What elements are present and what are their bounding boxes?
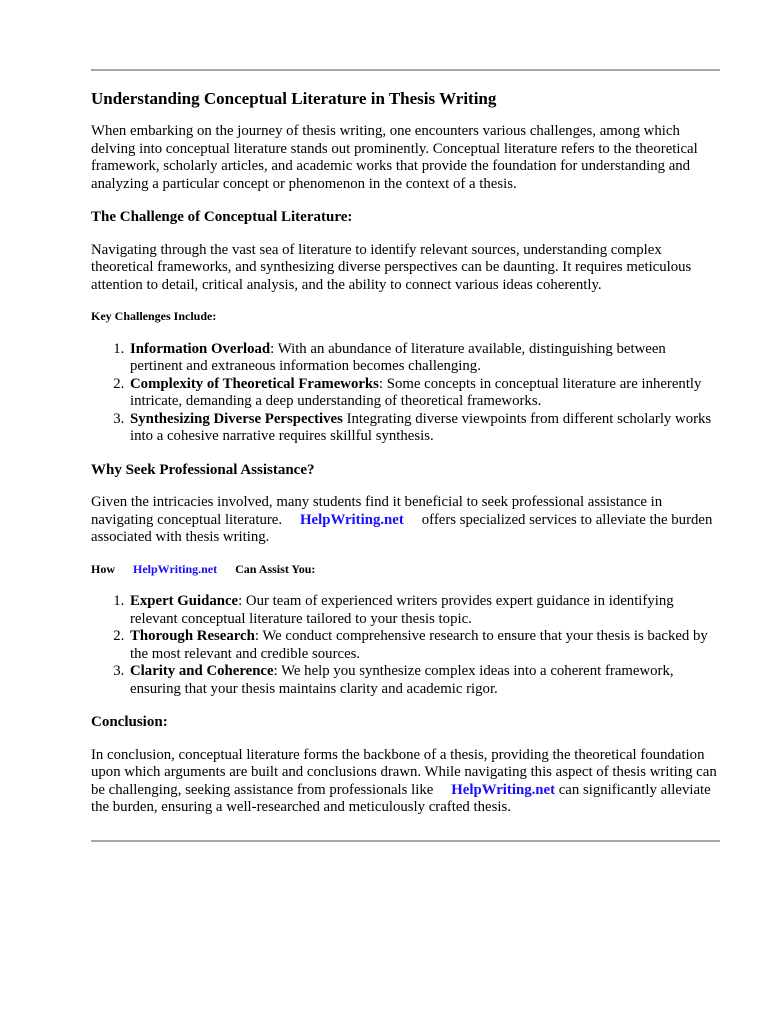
list-item-term: Thorough Research [130,628,255,645]
how-assist-heading [91,562,720,578]
assistance-text-after: offers specialized services to alleviate the burden associated with thesis writing. [91,511,713,546]
list-item-text: We help you synthesize complex ideas into a coherent framework, ensuring that your thesis maintains clarity and academic rigor. [130,663,674,697]
list-item-term: Synthesizing Diverse Perspectives [130,410,343,427]
challenge-paragraph: Navigating through the vast sea of literature to identify relevant sources, understanding complex theoretical frameworks, and synthesizing diverse perspectives can be daunting. It requires meticulous attention to detail, critical analysis, and the ability to connect various ideas coherently. [91,241,692,293]
list-item-term: Information Overload [130,340,271,357]
list-item-separator: : [238,593,243,610]
list-item-term: Clarity and Coherence [130,663,274,680]
list-item-term: Complexity of Theoretical Frameworks [130,375,379,392]
intro-paragraph: When embarking on the journey of thesis writing, one encounters various challenges, among which delving into conceptual literature stands out prominently. Conceptual literature refers to the theoretical framework, scholarly articles, and academic works that provide the foundation for understanding and analyzing a particular concept or phenomenon in the context of a thesis. [91,123,698,192]
assistance-heading: Why Seek Professional Assistance? [91,461,315,478]
how-assist-after: Can Assist You: [235,561,316,576]
conclusion-heading: Conclusion: [91,714,168,731]
list-item-separator: : [273,663,278,680]
helpwriting-link[interactable]: HelpWriting.net [451,781,556,798]
list-item-separator: : [270,340,275,357]
list-item-separator: : [254,628,259,645]
bottom-divider [91,840,720,842]
list-item-separator: : [378,375,384,392]
list-item-text: Integrating diverse viewpoints from different scholarly works into a cohesive narrative requires skillful synthesis. [130,410,712,445]
list-item-text: Our team of experienced writers provides expert guidance in identifying relevant conceptual literature tailored to your thesis topic. [130,593,674,627]
services-list [91,593,720,698]
key-challenges-heading: Key Challenges Include: [91,309,217,324]
challenge-heading: The Challenge of Conceptual Literature: [91,209,353,226]
list-item-term: Expert Guidance [130,593,239,610]
helpwriting-link[interactable]: HelpWriting.net [300,511,404,528]
conclusion-text-before: In conclusion, conceptual literature forms the backbone of a thesis, providing the theoretical foundation upon which arguments are built and conclusions drawn. While navigating this aspect of thesis writing can be challenging, seeking assistance from professionals like [91,746,717,798]
list-item [128,411,720,446]
list-item-text: With an abundance of literature available, distinguishing between pertinent and extraneous information becomes challenging. [130,340,666,375]
list-item [128,628,720,663]
list-item [128,663,720,698]
top-divider [91,69,720,71]
challenges-list [91,341,720,446]
list-item-text: Some concepts in conceptual literature are inherently intricate, demanding a deep understanding of theoretical frameworks. [130,375,702,410]
assistance-text-before: Given the intricacies involved, many students find it beneficial to seek professional assistance in navigating conceptual literature. [91,494,663,528]
how-assist-before: How [91,561,115,576]
list-item [128,376,720,411]
list-item [128,593,720,628]
conclusion-text-after: can significantly alleviate the burden, ensuring a well-researched and meticulously crafted thesis. [91,781,711,816]
list-item-text: We conduct comprehensive research to ensure that your thesis is backed by the most relevant and credible sources. [130,628,708,662]
document-title: Understanding Conceptual Literature in Thesis Writing [91,89,497,108]
list-item [128,341,720,376]
assistance-paragraph [91,494,720,547]
document-body [91,88,720,832]
conclusion-paragraph [91,747,720,817]
helpwriting-link[interactable]: HelpWriting.net [133,561,218,576]
